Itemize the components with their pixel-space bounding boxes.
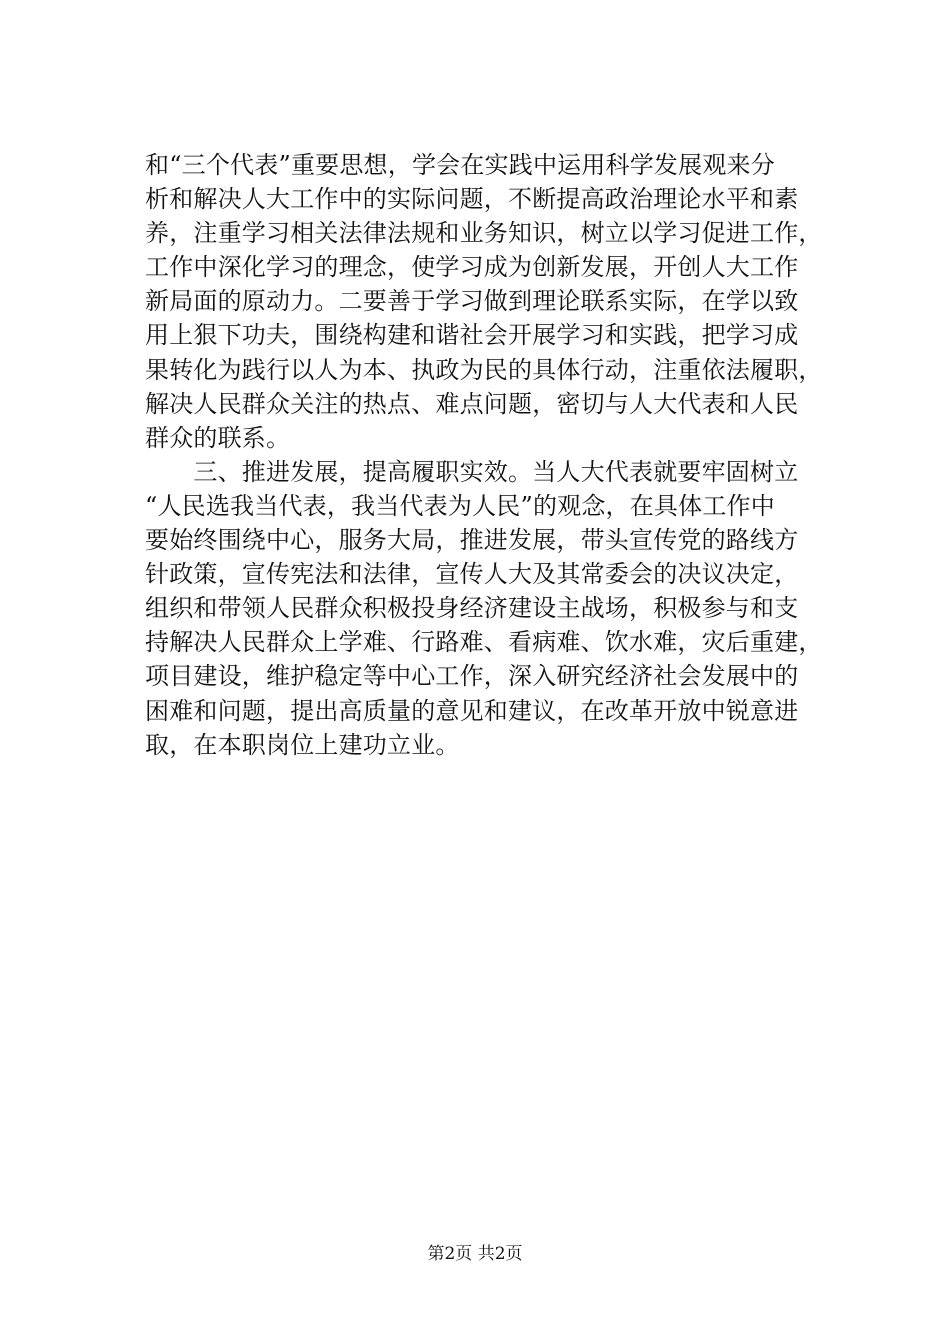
text-line: 工作中深化学习的理念，使学习成为创新发展，开创人大工作: [145, 253, 799, 282]
text-line: 组织和带领人民群众积极投身经济建设主战场，积极参与和支: [145, 594, 799, 623]
text-line: 困难和问题，提出高质量的意见和建议，在改革开放中锐意进: [145, 696, 799, 725]
text-line: 要始终围绕中心，服务大局，推进发展，带头宣传党的路线方: [145, 526, 799, 555]
text-line: “人民选我当代表，我当代表为人民”的观念，在具体工作中: [145, 491, 775, 520]
text-line: 养，注重学习相关法律法规和业务知识，树立以学习促进工作，: [145, 219, 823, 248]
text-line: 解决人民群众关注的热点、难点问题，密切与人大代表和人民: [145, 389, 799, 418]
page-number-footer: 第2页 共2页: [427, 1244, 523, 1264]
text-line: 针政策，宣传宪法和法律，宣传人大及其常委会的决议决定，: [145, 560, 799, 589]
body-text: [145, 148, 845, 762]
text-line: 析和解决人大工作中的实际问题，不断提高政治理论水平和素: [145, 185, 799, 214]
text-line: 持解决人民群众上学难、行路难、看病难、饮水难，灾后重建，: [145, 628, 823, 657]
text-line: 群众的联系。: [145, 423, 291, 452]
text-line: 项目建设，维护稳定等中心工作，深入研究经济社会发展中的: [145, 662, 799, 691]
text-line: 果转化为践行以人为本、执政为民的具体行动，注重依法履职，: [145, 355, 823, 384]
text-line: 用上狠下功夫，围绕构建和谐社会开展学习和实践，把学习成: [145, 321, 799, 350]
text-line: 新局面的原动力。二要善于学习做到理论联系实际，在学以致: [145, 287, 799, 316]
text-line: 三、推进发展，提高履职实效。当人大代表就要牢固树立: [145, 457, 799, 486]
text-line: 取，在本职岗位上建功立业。: [145, 730, 460, 759]
text-line: 和“三个代表”重要思想，学会在实践中运用科学发展观来分: [145, 151, 775, 179]
